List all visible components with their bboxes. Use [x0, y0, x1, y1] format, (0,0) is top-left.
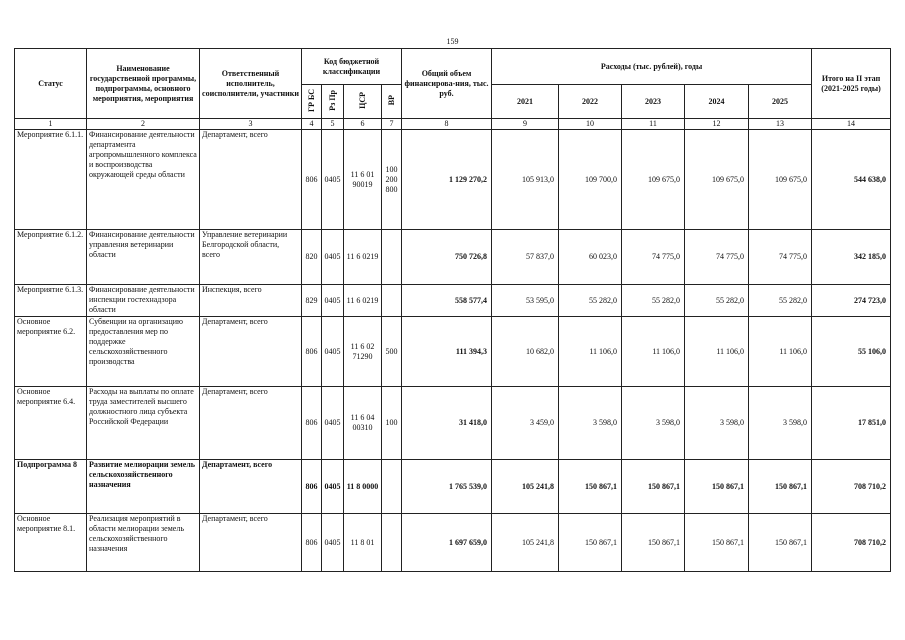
table-row: [15, 387, 891, 460]
row-value-2024: 150 867,1: [685, 460, 749, 514]
table-row: [15, 285, 891, 317]
row-value-2021: 105 913,0: [492, 130, 559, 230]
row-executor: Департамент, всего: [200, 460, 302, 514]
header-status: Статус: [15, 49, 87, 119]
table-row: [15, 230, 891, 285]
row-grbs: 806: [302, 130, 322, 230]
row-executor: Департамент, всего: [200, 130, 302, 230]
table-row: [15, 317, 891, 387]
header-rzpr: Рз Пр: [322, 85, 344, 119]
col-number: 9: [492, 119, 559, 130]
row-rzpr: 0405: [322, 230, 344, 285]
column-number-row: [15, 119, 891, 130]
row-name: Финансирование деятельности департамента агропромышленного комплекса и воспроизводства окружающей среды области: [87, 130, 200, 230]
row-name: Финансирование деятельности инспекции гостехнадзора области: [87, 285, 200, 317]
row-total: 111 394,3: [402, 317, 492, 387]
page-number: 159: [446, 37, 459, 46]
row-value-2021: 10 682,0: [492, 317, 559, 387]
row-value-2025: 3 598,0: [749, 387, 812, 460]
row-status: Основное мероприятие 6.2.: [15, 317, 87, 387]
row-value-2022: 3 598,0: [559, 387, 622, 460]
row-value-2022: 150 867,1: [559, 460, 622, 514]
header-csr: ЦСР: [344, 85, 382, 119]
row-vr: [382, 230, 402, 285]
row-value-2022: 11 106,0: [559, 317, 622, 387]
row-value-2021: 3 459,0: [492, 387, 559, 460]
row-vr: [382, 514, 402, 572]
row-value-2021: 57 837,0: [492, 230, 559, 285]
row-value-2022: 150 867,1: [559, 514, 622, 572]
row-value-2022: 60 023,0: [559, 230, 622, 285]
row-vr: 100 200 800: [382, 130, 402, 230]
row-value-2024: 55 282,0: [685, 285, 749, 317]
row-rzpr: 0405: [322, 387, 344, 460]
row-grbs: 829: [302, 285, 322, 317]
row-csr: 11 6 04 00310: [344, 387, 382, 460]
row-value-2023: 150 867,1: [622, 460, 685, 514]
col-number: 11: [622, 119, 685, 130]
row-rzpr: 0405: [322, 130, 344, 230]
row-name: Субвенции на организацию предоставления мер по поддержке сельскохозяйственного производства: [87, 317, 200, 387]
header-executor: Ответственный исполнитель, соисполнители, участники: [200, 49, 302, 119]
header-budget-code: Код бюджетной классификации: [302, 49, 402, 85]
row-executor: Департамент, всего: [200, 317, 302, 387]
row-rzpr: 0405: [322, 460, 344, 514]
row-csr: 11 6 0219: [344, 285, 382, 317]
table-row: [15, 130, 891, 230]
col-number: 7: [382, 119, 402, 130]
row-stage-total: 274 723,0: [812, 285, 891, 317]
row-total: 1 129 270,2: [402, 130, 492, 230]
table-row: [15, 460, 891, 514]
row-total: 750 726,8: [402, 230, 492, 285]
row-csr: 11 8 0000: [344, 460, 382, 514]
col-number: 2: [87, 119, 200, 130]
row-value-2021: 53 595,0: [492, 285, 559, 317]
row-value-2023: 3 598,0: [622, 387, 685, 460]
budget-table: [14, 48, 891, 572]
row-status: Подпрограмма 8: [15, 460, 87, 514]
header-year: 2021: [492, 85, 559, 119]
col-number: 12: [685, 119, 749, 130]
row-value-2024: 3 598,0: [685, 387, 749, 460]
row-status: Мероприятие 6.1.1.: [15, 130, 87, 230]
row-stage-total: 342 185,0: [812, 230, 891, 285]
col-number: 8: [402, 119, 492, 130]
row-name: Расходы на выплаты по оплате труда заместителей высшего должностного лица субъекта Российской Федерации: [87, 387, 200, 460]
row-grbs: 820: [302, 230, 322, 285]
col-number: 13: [749, 119, 812, 130]
row-value-2025: 11 106,0: [749, 317, 812, 387]
row-value-2024: 74 775,0: [685, 230, 749, 285]
row-stage-total: 708 710,2: [812, 514, 891, 572]
row-value-2025: 150 867,1: [749, 514, 812, 572]
row-executor: Инспекция, всего: [200, 285, 302, 317]
row-name: Финансирование деятельности управления ветеринарии области: [87, 230, 200, 285]
row-csr: 11 6 0219: [344, 230, 382, 285]
header-year: 2023: [622, 85, 685, 119]
row-rzpr: 0405: [322, 514, 344, 572]
row-value-2025: 74 775,0: [749, 230, 812, 285]
row-name: Реализация мероприятий в области мелиорации земель сельскохозяйственного назначения: [87, 514, 200, 572]
row-value-2023: 55 282,0: [622, 285, 685, 317]
row-rzpr: 0405: [322, 285, 344, 317]
header-year: 2022: [559, 85, 622, 119]
col-number: 1: [15, 119, 87, 130]
header-grbs: ГР БС: [302, 85, 322, 119]
row-value-2023: 11 106,0: [622, 317, 685, 387]
row-total: 1 765 539,0: [402, 460, 492, 514]
row-status: Мероприятие 6.1.3.: [15, 285, 87, 317]
col-number: 5: [322, 119, 344, 130]
row-value-2023: 74 775,0: [622, 230, 685, 285]
header-year: 2025: [749, 85, 812, 119]
row-executor: Управление ветеринарии Белгородской области, всего: [200, 230, 302, 285]
row-stage-total: 708 710,2: [812, 460, 891, 514]
row-grbs: 806: [302, 387, 322, 460]
row-csr: 11 8 01: [344, 514, 382, 572]
header-year: 2024: [685, 85, 749, 119]
row-value-2021: 105 241,8: [492, 514, 559, 572]
row-value-2021: 105 241,8: [492, 460, 559, 514]
header-stage-total: Итого на II этап (2021-2025 годы): [812, 49, 891, 119]
row-executor: Департамент, всего: [200, 514, 302, 572]
row-total: 558 577,4: [402, 285, 492, 317]
col-number: 4: [302, 119, 322, 130]
header-name: Наименование государственной программы, подпрограммы, основного мероприятия, мероприятия: [87, 49, 200, 119]
row-value-2025: 109 675,0: [749, 130, 812, 230]
row-vr: [382, 460, 402, 514]
row-grbs: 806: [302, 514, 322, 572]
col-number: 6: [344, 119, 382, 130]
col-number: 14: [812, 119, 891, 130]
row-stage-total: 55 106,0: [812, 317, 891, 387]
row-total: 31 418,0: [402, 387, 492, 460]
row-value-2022: 109 700,0: [559, 130, 622, 230]
row-grbs: 806: [302, 460, 322, 514]
row-vr: 100: [382, 387, 402, 460]
row-value-2024: 11 106,0: [685, 317, 749, 387]
row-value-2022: 55 282,0: [559, 285, 622, 317]
row-status: Основное мероприятие 8.1.: [15, 514, 87, 572]
row-value-2023: 150 867,1: [622, 514, 685, 572]
col-number: 3: [200, 119, 302, 130]
row-total: 1 697 659,0: [402, 514, 492, 572]
row-grbs: 806: [302, 317, 322, 387]
row-csr: 11 6 01 90019: [344, 130, 382, 230]
table-row: [15, 514, 891, 572]
row-value-2023: 109 675,0: [622, 130, 685, 230]
row-value-2025: 150 867,1: [749, 460, 812, 514]
row-name: Развитие мелиорации земель сельскохозяйственного назначения: [87, 460, 200, 514]
row-value-2025: 55 282,0: [749, 285, 812, 317]
header-expenses: Расходы (тыс. рублей), годы: [492, 49, 812, 85]
row-value-2024: 150 867,1: [685, 514, 749, 572]
header-total-funding: Общий объем финансирова-ния, тыс. руб.: [402, 49, 492, 119]
row-vr: [382, 285, 402, 317]
row-stage-total: 17 851,0: [812, 387, 891, 460]
row-value-2024: 109 675,0: [685, 130, 749, 230]
row-status: Мероприятие 6.1.2.: [15, 230, 87, 285]
row-executor: Департамент, всего: [200, 387, 302, 460]
row-status: Основное мероприятие 6.4.: [15, 387, 87, 460]
row-vr: 500: [382, 317, 402, 387]
row-stage-total: 544 638,0: [812, 130, 891, 230]
col-number: 10: [559, 119, 622, 130]
row-rzpr: 0405: [322, 317, 344, 387]
header-vr: ВР: [382, 85, 402, 119]
row-csr: 11 6 02 71290: [344, 317, 382, 387]
